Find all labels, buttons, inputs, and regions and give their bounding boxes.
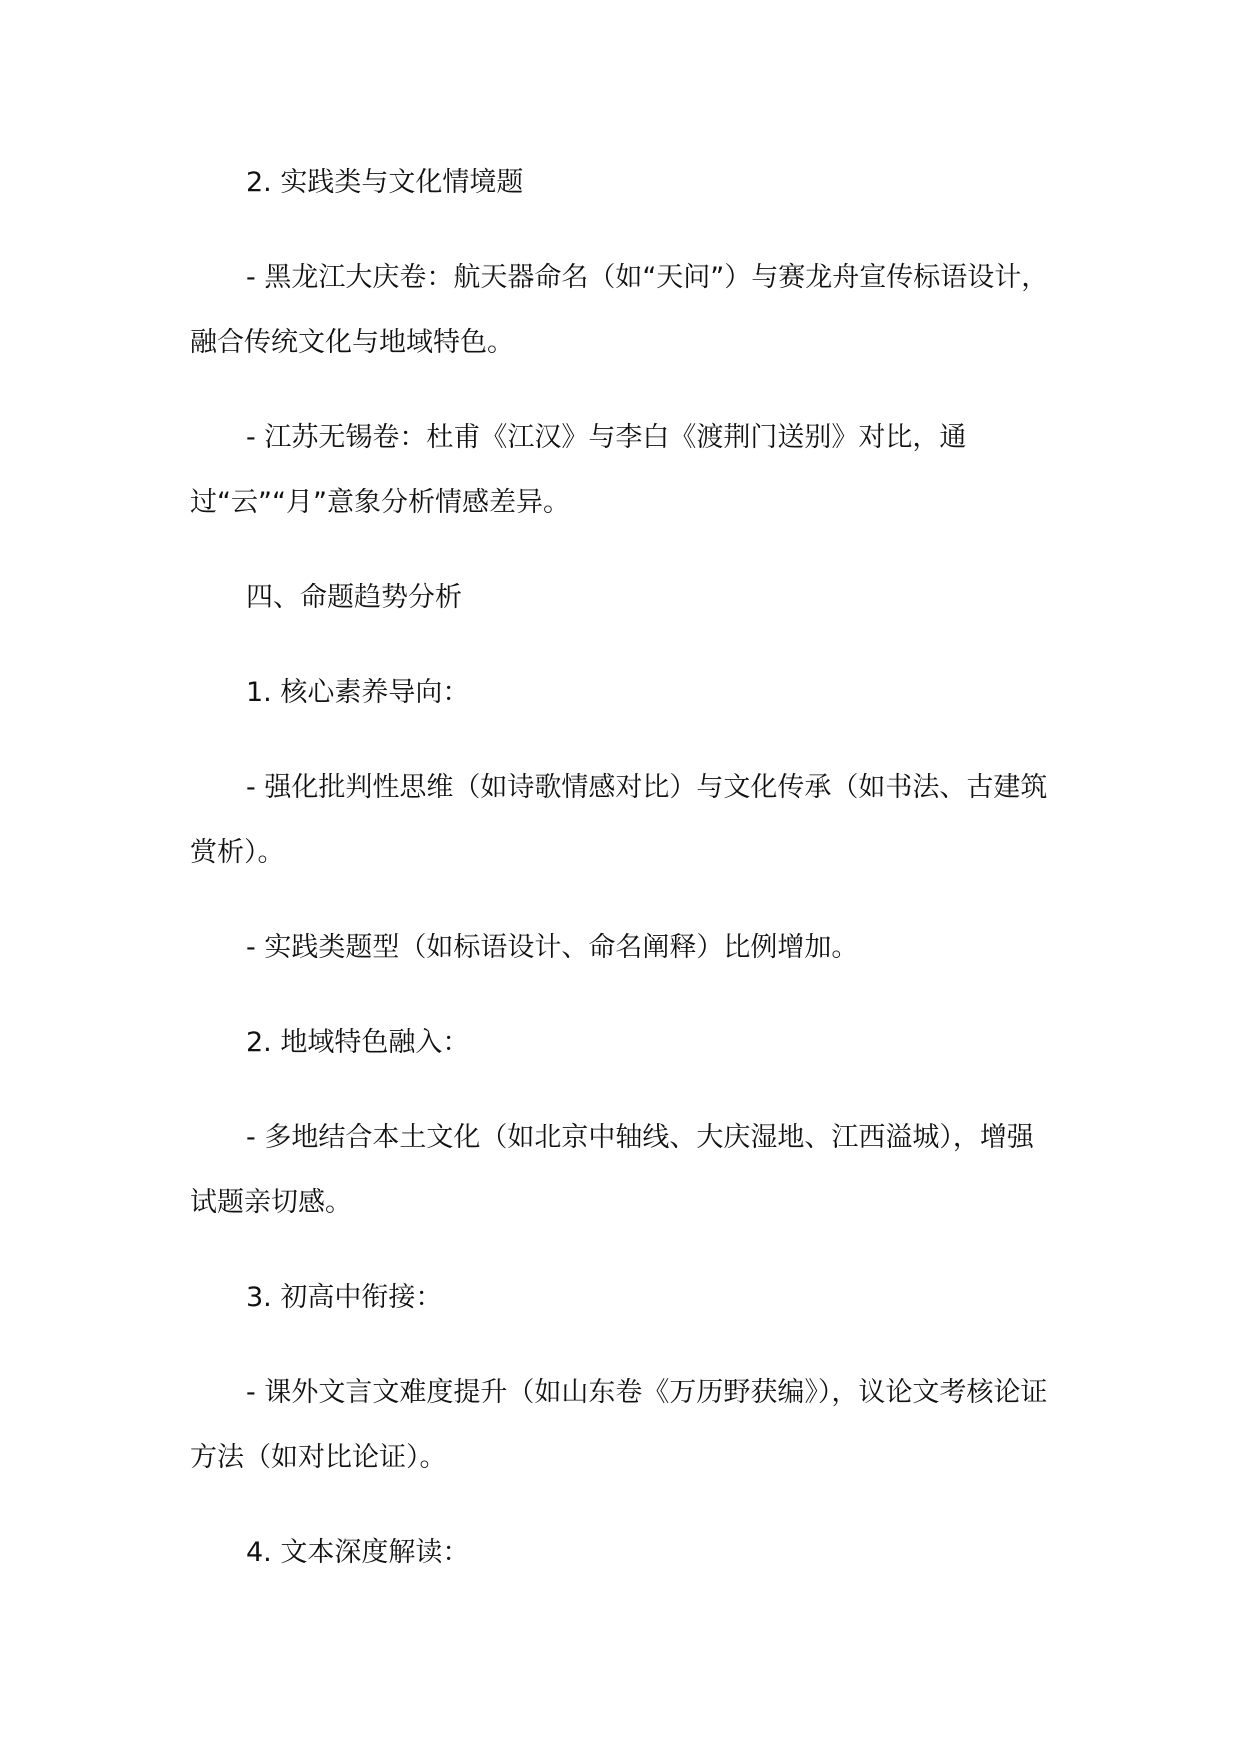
bullet-practice-types: - 实践类题型（如标语设计、命名阐释）比例增加。 [246,932,859,963]
subheading-text-reading: 4. 文本深度解读： [246,1537,470,1568]
bullet-classical-chinese: - 课外文言文难度提升（如山东卷《万历野获编》），议论文考核论证方法（如对比论证）。 [190,1377,1048,1473]
bullet-daqing: - 黑龙江大庆卷：航天器命名（如“天问”）与赛龙舟宣传标语设计，融合传统文化与地域特色。 [190,262,1049,358]
section-heading-practice: 2. 实践类与文化情境题 [246,167,524,198]
bullet-wuxi: - 江苏无锡卷：杜甫《江汉》与李白《渡荆门送别》对比，通过“云”“月”意象分析情感差异。 [190,422,967,518]
subheading-core-literacy: 1. 核心素养导向： [246,677,470,708]
section-heading-trends: 四、命题趋势分析 [246,582,462,613]
bullet-critical-thinking: - 强化批判性思维（如诗歌情感对比）与文化传承（如书法、古建筑赏析）。 [190,772,1048,868]
bullet-local-culture: - 多地结合本土文化（如北京中轴线、大庆湿地、江西溢城），增强试题亲切感。 [190,1122,1034,1218]
subheading-regional: 2. 地域特色融入： [246,1027,470,1058]
subheading-transition: 3. 初高中衔接： [246,1282,443,1313]
